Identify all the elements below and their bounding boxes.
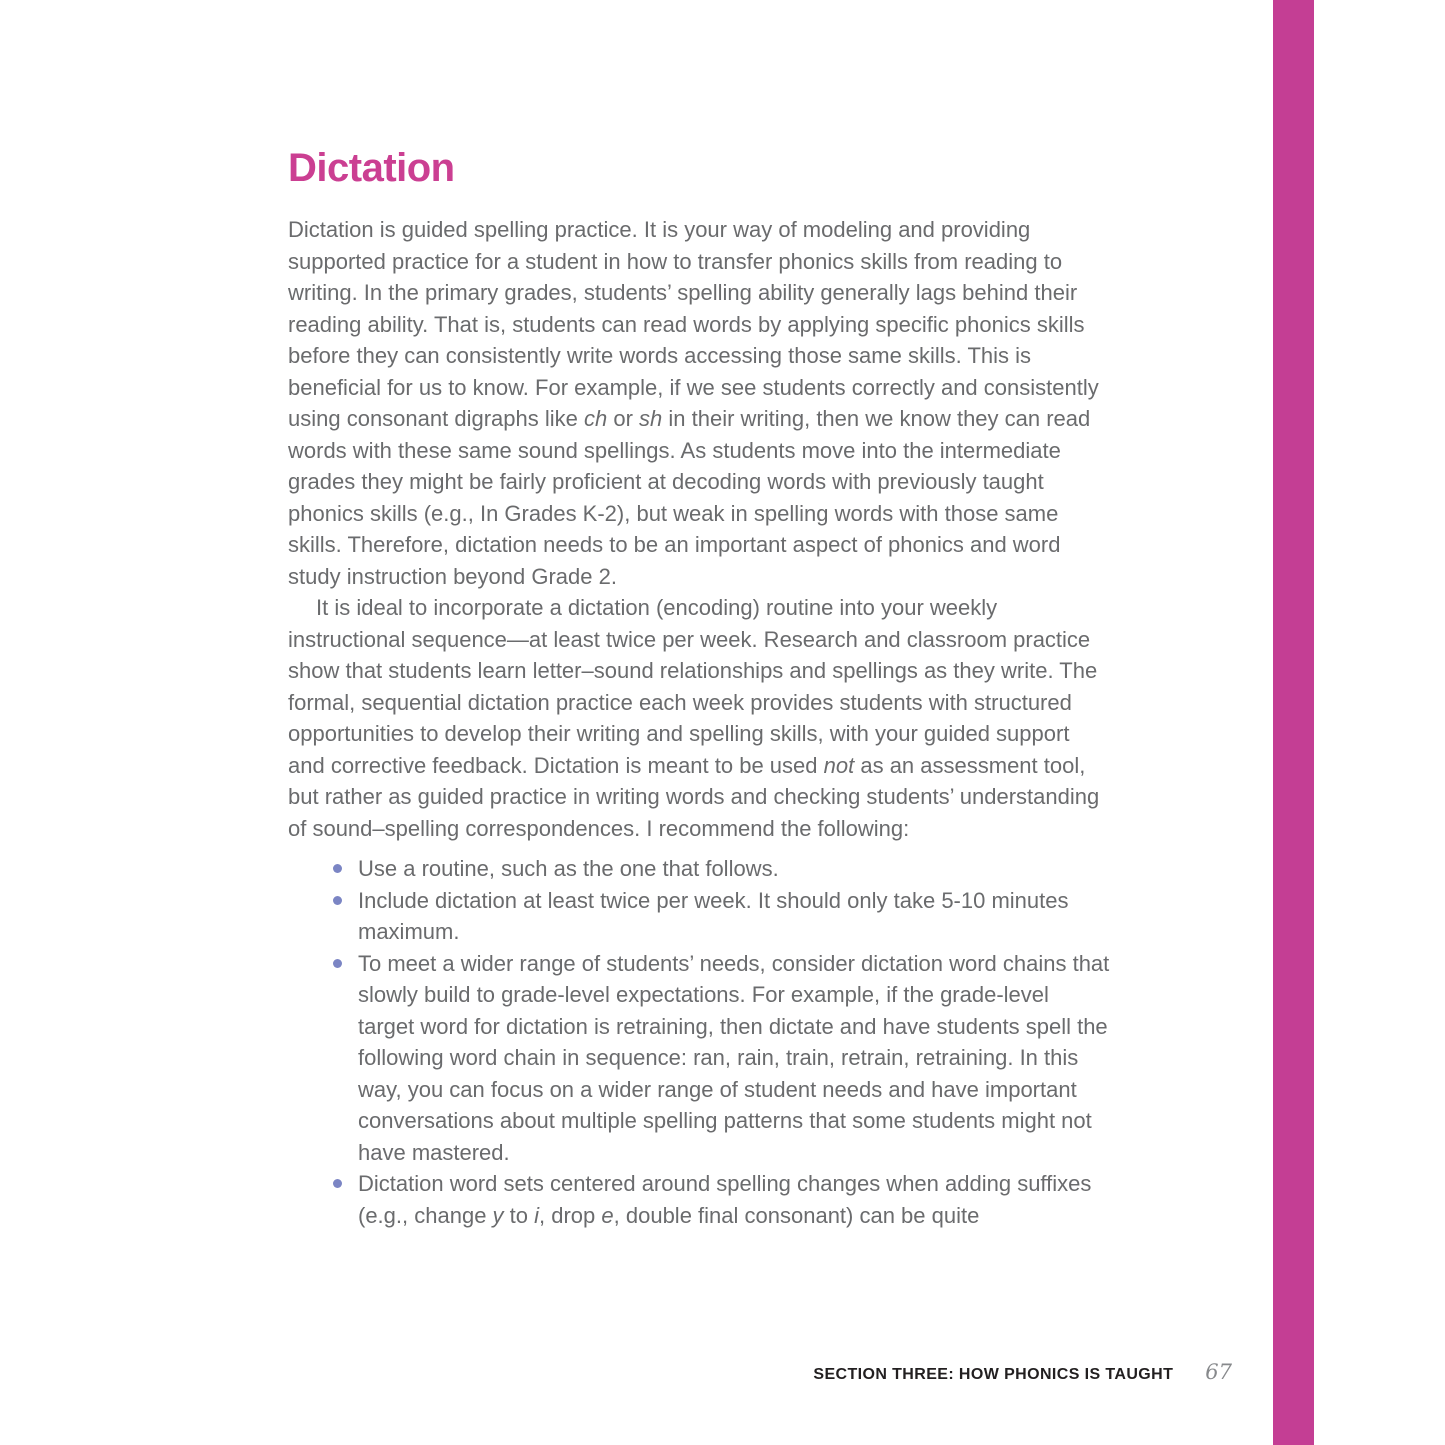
text-run: or [607,406,640,431]
text-run: in their writing, then we know they can read words with these same sound spellings. As students move into the intermediate grades they might be fairly proficient at decoding words with previously taught phonics skills (e.g., In Grades K-2), but weak in spelling words with those same skills. Therefore, dictation needs to be an important aspect of phonics and word study instruction beyond Grade 2. [288,406,1091,589]
bullet-item [288,853,1110,885]
bullet-text [358,1171,1091,1228]
italic-text-run: sh [639,406,663,431]
text-run: It is ideal to incorporate a dictation (encoding) routine into your weekly instructional sequence—at least twice per week. Research and classroom practice show that students learn letter–sound relationships and spellings as they write. The formal, sequential dictation practice each week provides students with structured opportunities to develop their writing and spelling skills, with your guided support and corrective feedback. Dictation is meant to be used [288,595,1098,778]
italic-text-run: i [534,1202,540,1228]
text-run: as an assessment tool, but rather as guided practice in writing words and checking students’ understanding of sound–spelling correspondences. I recommend the following: [288,752,1100,841]
bullet-list [288,853,1110,1231]
bullet-dot-icon [333,1179,342,1188]
bullet-dot-icon [333,896,342,905]
bullet-item [288,1168,1110,1231]
bullet-dot-icon [333,959,342,968]
italic-text-run: ch [583,406,608,431]
page-content [288,148,1110,1231]
text-run: Dictation is guided spelling practice. It is your way of modeling and providing supported practice for a student in how to transfer phonics skills from reading to writing. In the primary grades, students’ spelling ability generally lags behind their reading ability. That is, students can read words by applying specific phonics skills before they can consistently write words accessing those same skills. This is beneficial for us to know. For example, if we see students correctly and consistently using consonant digraphs like [288,217,1099,431]
bullet-dot-icon [333,864,342,873]
text-run: Include dictation at least twice per week. It should only take 5-10 minutes maximum. [358,887,1069,944]
bullet-item [288,948,1110,1169]
bullet-text [358,951,1109,1165]
text-run: , double final consonant) can be quite [613,1202,980,1228]
italic-text-run: y [492,1202,504,1228]
paragraph [288,214,1110,592]
italic-text-run: e [601,1202,614,1228]
text-run: Dictation word sets centered around spelling changes when adding suffixes (e.g., change [358,1171,1092,1228]
text-run: to [503,1202,535,1228]
bullet-text [358,856,779,881]
italic-text-run: not [823,752,855,778]
bullet-text [358,888,1069,945]
body-paragraphs [288,214,1110,844]
page-title: Dictation [288,146,455,190]
page-footer [813,1360,1232,1384]
text-run: , drop [539,1202,602,1228]
bullet-item [288,885,1110,948]
text-run: To meet a wider range of students’ needs, consider dictation word chains that slowly build to grade-level expectations. For example, if the grade-level target word for dictation is retraining, then dictate and have students spell the following word chain in sequence: ran, rain, train, retrain, retraining. In this way, you can focus on a wider range of student needs and have important conversations about multiple spelling patterns that some students might not have mastered. [358,950,1110,1165]
paragraph [288,592,1110,844]
footer-section-label: SECTION THREE: HOW PHONICS IS TAUGHT [813,1366,1174,1383]
accent-bar [1273,0,1314,1445]
text-run: Use a routine, such as the one that follows. [358,856,779,881]
footer-page-number: 67 [1205,1360,1232,1384]
